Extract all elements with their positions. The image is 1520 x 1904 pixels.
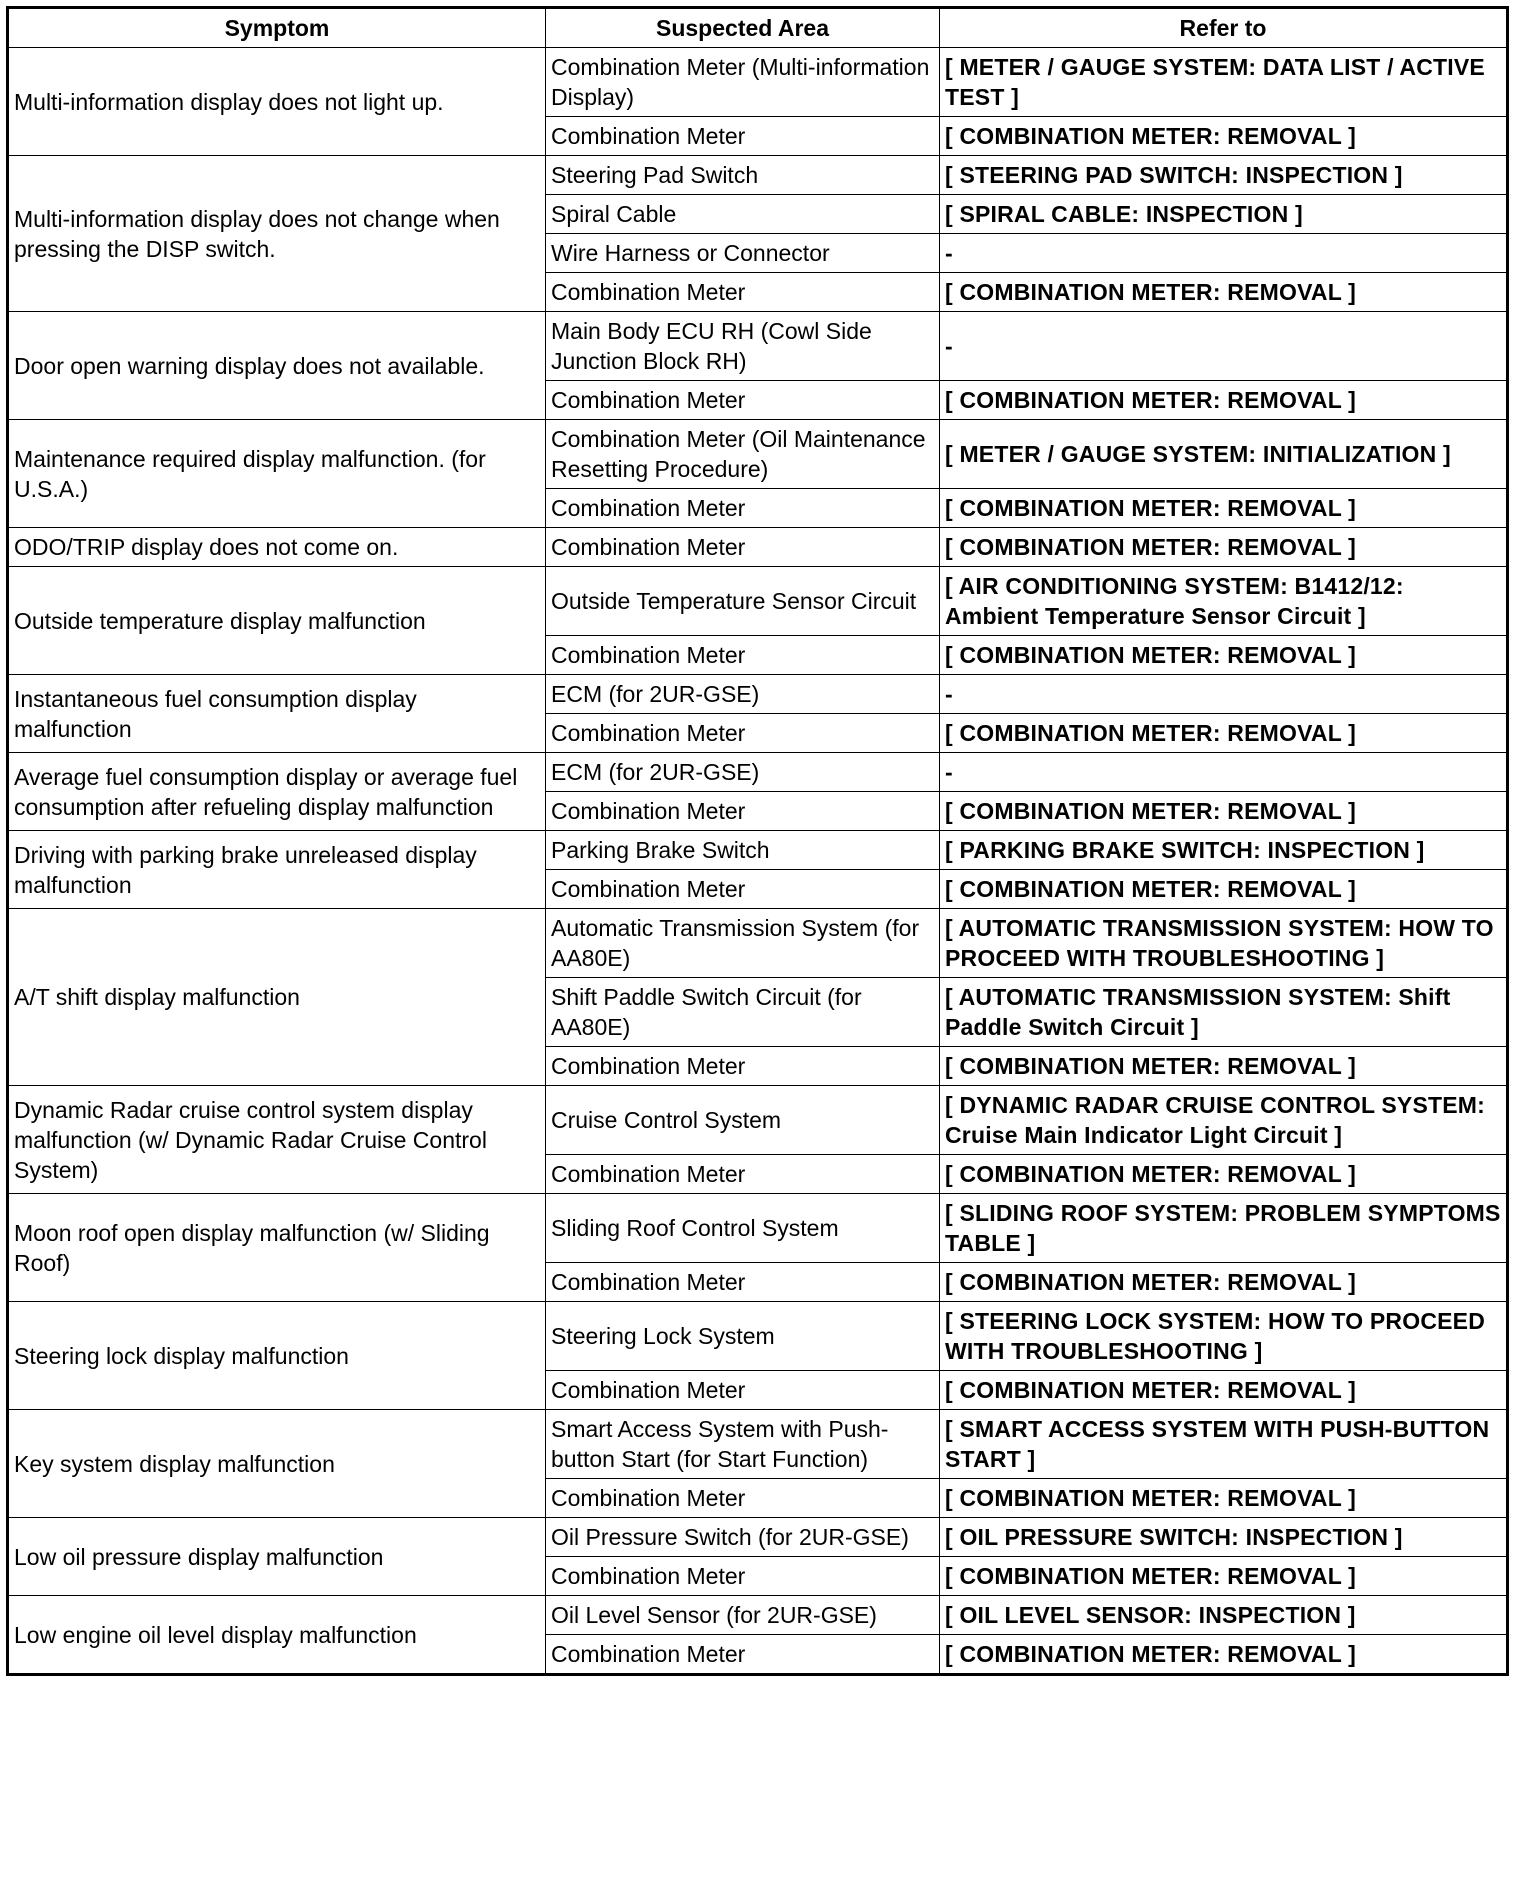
suspected-area-cell: Combination Meter	[546, 636, 940, 675]
problem-symptoms-table-wrapper	[6, 6, 1509, 1676]
refer-to-cell: [ AUTOMATIC TRANSMISSION SYSTEM: Shift Paddle Switch Circuit ]	[940, 978, 1508, 1047]
refer-to-cell: [ COMBINATION METER: REMOVAL ]	[940, 1371, 1508, 1410]
suspected-area-cell: Combination Meter	[546, 1047, 940, 1086]
suspected-area-cell: Combination Meter	[546, 1557, 940, 1596]
symptom-cell: A/T shift display malfunction	[8, 909, 546, 1086]
table-row	[8, 420, 1508, 489]
refer-to-cell: [ DYNAMIC RADAR CRUISE CONTROL SYSTEM: Cruise Main Indicator Light Circuit ]	[940, 1086, 1508, 1155]
symptom-cell: Low oil pressure display malfunction	[8, 1518, 546, 1596]
suspected-area-cell: ECM (for 2UR-GSE)	[546, 675, 940, 714]
table-row	[8, 753, 1508, 792]
suspected-area-cell: Combination Meter	[546, 1263, 940, 1302]
suspected-area-cell: Wire Harness or Connector	[546, 234, 940, 273]
table-row	[8, 567, 1508, 636]
symptom-cell: Door open warning display does not available.	[8, 312, 546, 420]
suspected-area-cell: Parking Brake Switch	[546, 831, 940, 870]
symptom-cell: Multi-information display does not change when pressing the DISP switch.	[8, 156, 546, 312]
symptom-cell: Key system display malfunction	[8, 1410, 546, 1518]
refer-to-cell: [ OIL PRESSURE SWITCH: INSPECTION ]	[940, 1518, 1508, 1557]
refer-to-cell: [ COMBINATION METER: REMOVAL ]	[940, 1479, 1508, 1518]
refer-to-cell: -	[940, 312, 1508, 381]
table-row	[8, 675, 1508, 714]
refer-to-cell: [ SLIDING ROOF SYSTEM: PROBLEM SYMPTOMS TABLE ]	[940, 1194, 1508, 1263]
suspected-area-cell: Smart Access System with Push-button Start (for Start Function)	[546, 1410, 940, 1479]
symptom-cell: Low engine oil level display malfunction	[8, 1596, 546, 1675]
suspected-area-cell: Combination Meter	[546, 1371, 940, 1410]
header-suspected-area: Suspected Area	[546, 8, 940, 48]
refer-to-cell: [ COMBINATION METER: REMOVAL ]	[940, 636, 1508, 675]
suspected-area-cell: Combination Meter	[546, 381, 940, 420]
symptom-cell: Instantaneous fuel consumption display malfunction	[8, 675, 546, 753]
refer-to-cell: [ COMBINATION METER: REMOVAL ]	[940, 117, 1508, 156]
table-row	[8, 1596, 1508, 1635]
refer-to-cell: [ COMBINATION METER: REMOVAL ]	[940, 381, 1508, 420]
suspected-area-cell: Combination Meter (Oil Maintenance Resetting Procedure)	[546, 420, 940, 489]
refer-to-cell: -	[940, 675, 1508, 714]
suspected-area-cell: ECM (for 2UR-GSE)	[546, 753, 940, 792]
symptom-cell: Maintenance required display malfunction. (for U.S.A.)	[8, 420, 546, 528]
refer-to-cell: [ AIR CONDITIONING SYSTEM: B1412/12: Ambient Temperature Sensor Circuit ]	[940, 567, 1508, 636]
refer-to-cell: [ COMBINATION METER: REMOVAL ]	[940, 489, 1508, 528]
suspected-area-cell: Sliding Roof Control System	[546, 1194, 940, 1263]
refer-to-cell: [ METER / GAUGE SYSTEM: INITIALIZATION ]	[940, 420, 1508, 489]
symptom-cell: Multi-information display does not light up.	[8, 48, 546, 156]
refer-to-cell: [ SMART ACCESS SYSTEM WITH PUSH-BUTTON START ]	[940, 1410, 1508, 1479]
table-row	[8, 1302, 1508, 1371]
suspected-area-cell: Main Body ECU RH (Cowl Side Junction Block RH)	[546, 312, 940, 381]
refer-to-cell: [ METER / GAUGE SYSTEM: DATA LIST / ACTIVE TEST ]	[940, 48, 1508, 117]
suspected-area-cell: Combination Meter	[546, 273, 940, 312]
suspected-area-cell: Oil Pressure Switch (for 2UR-GSE)	[546, 1518, 940, 1557]
refer-to-cell: [ COMBINATION METER: REMOVAL ]	[940, 273, 1508, 312]
refer-to-cell: [ PARKING BRAKE SWITCH: INSPECTION ]	[940, 831, 1508, 870]
table-row	[8, 528, 1508, 567]
header-symptom: Symptom	[8, 8, 546, 48]
table-body	[8, 48, 1508, 1675]
suspected-area-cell: Outside Temperature Sensor Circuit	[546, 567, 940, 636]
symptom-cell: Outside temperature display malfunction	[8, 567, 546, 675]
table-row	[8, 312, 1508, 381]
table-row	[8, 1410, 1508, 1479]
refer-to-cell: [ COMBINATION METER: REMOVAL ]	[940, 1263, 1508, 1302]
refer-to-cell: [ STEERING LOCK SYSTEM: HOW TO PROCEED WITH TROUBLESHOOTING ]	[940, 1302, 1508, 1371]
suspected-area-cell: Steering Pad Switch	[546, 156, 940, 195]
refer-to-cell: [ COMBINATION METER: REMOVAL ]	[940, 1635, 1508, 1675]
suspected-area-cell: Combination Meter	[546, 489, 940, 528]
refer-to-cell: [ OIL LEVEL SENSOR: INSPECTION ]	[940, 1596, 1508, 1635]
table-row	[8, 156, 1508, 195]
symptom-cell: Dynamic Radar cruise control system display malfunction (w/ Dynamic Radar Cruise Control System)	[8, 1086, 546, 1194]
refer-to-cell: [ AUTOMATIC TRANSMISSION SYSTEM: HOW TO PROCEED WITH TROUBLESHOOTING ]	[940, 909, 1508, 978]
header-refer-to: Refer to	[940, 8, 1508, 48]
refer-to-cell: [ COMBINATION METER: REMOVAL ]	[940, 714, 1508, 753]
refer-to-cell: [ COMBINATION METER: REMOVAL ]	[940, 1155, 1508, 1194]
symptom-cell: Steering lock display malfunction	[8, 1302, 546, 1410]
table-row	[8, 1194, 1508, 1263]
refer-to-cell: [ COMBINATION METER: REMOVAL ]	[940, 792, 1508, 831]
suspected-area-cell: Combination Meter	[546, 1479, 940, 1518]
refer-to-cell: -	[940, 753, 1508, 792]
table-row	[8, 48, 1508, 117]
suspected-area-cell: Combination Meter	[546, 870, 940, 909]
table-row	[8, 1086, 1508, 1155]
table-row	[8, 1518, 1508, 1557]
refer-to-cell: [ COMBINATION METER: REMOVAL ]	[940, 870, 1508, 909]
refer-to-cell: [ SPIRAL CABLE: INSPECTION ]	[940, 195, 1508, 234]
suspected-area-cell: Combination Meter	[546, 1155, 940, 1194]
suspected-area-cell: Spiral Cable	[546, 195, 940, 234]
symptom-cell: Average fuel consumption display or average fuel consumption after refueling display malfunction	[8, 753, 546, 831]
suspected-area-cell: Cruise Control System	[546, 1086, 940, 1155]
refer-to-cell: [ COMBINATION METER: REMOVAL ]	[940, 1557, 1508, 1596]
suspected-area-cell: Combination Meter (Multi-information Display)	[546, 48, 940, 117]
refer-to-cell: [ COMBINATION METER: REMOVAL ]	[940, 528, 1508, 567]
refer-to-cell: [ STEERING PAD SWITCH: INSPECTION ]	[940, 156, 1508, 195]
table-row	[8, 909, 1508, 978]
suspected-area-cell: Oil Level Sensor (for 2UR-GSE)	[546, 1596, 940, 1635]
suspected-area-cell: Combination Meter	[546, 1635, 940, 1675]
suspected-area-cell: Combination Meter	[546, 714, 940, 753]
problem-symptoms-table	[6, 6, 1509, 1676]
symptom-cell: ODO/TRIP display does not come on.	[8, 528, 546, 567]
suspected-area-cell: Combination Meter	[546, 792, 940, 831]
symptom-cell: Driving with parking brake unreleased display malfunction	[8, 831, 546, 909]
symptom-cell: Moon roof open display malfunction (w/ Sliding Roof)	[8, 1194, 546, 1302]
suspected-area-cell: Automatic Transmission System (for AA80E)	[546, 909, 940, 978]
suspected-area-cell: Shift Paddle Switch Circuit (for AA80E)	[546, 978, 940, 1047]
refer-to-cell: -	[940, 234, 1508, 273]
suspected-area-cell: Combination Meter	[546, 117, 940, 156]
suspected-area-cell: Combination Meter	[546, 528, 940, 567]
table-row	[8, 831, 1508, 870]
table-header-row	[8, 8, 1508, 48]
refer-to-cell: [ COMBINATION METER: REMOVAL ]	[940, 1047, 1508, 1086]
suspected-area-cell: Steering Lock System	[546, 1302, 940, 1371]
